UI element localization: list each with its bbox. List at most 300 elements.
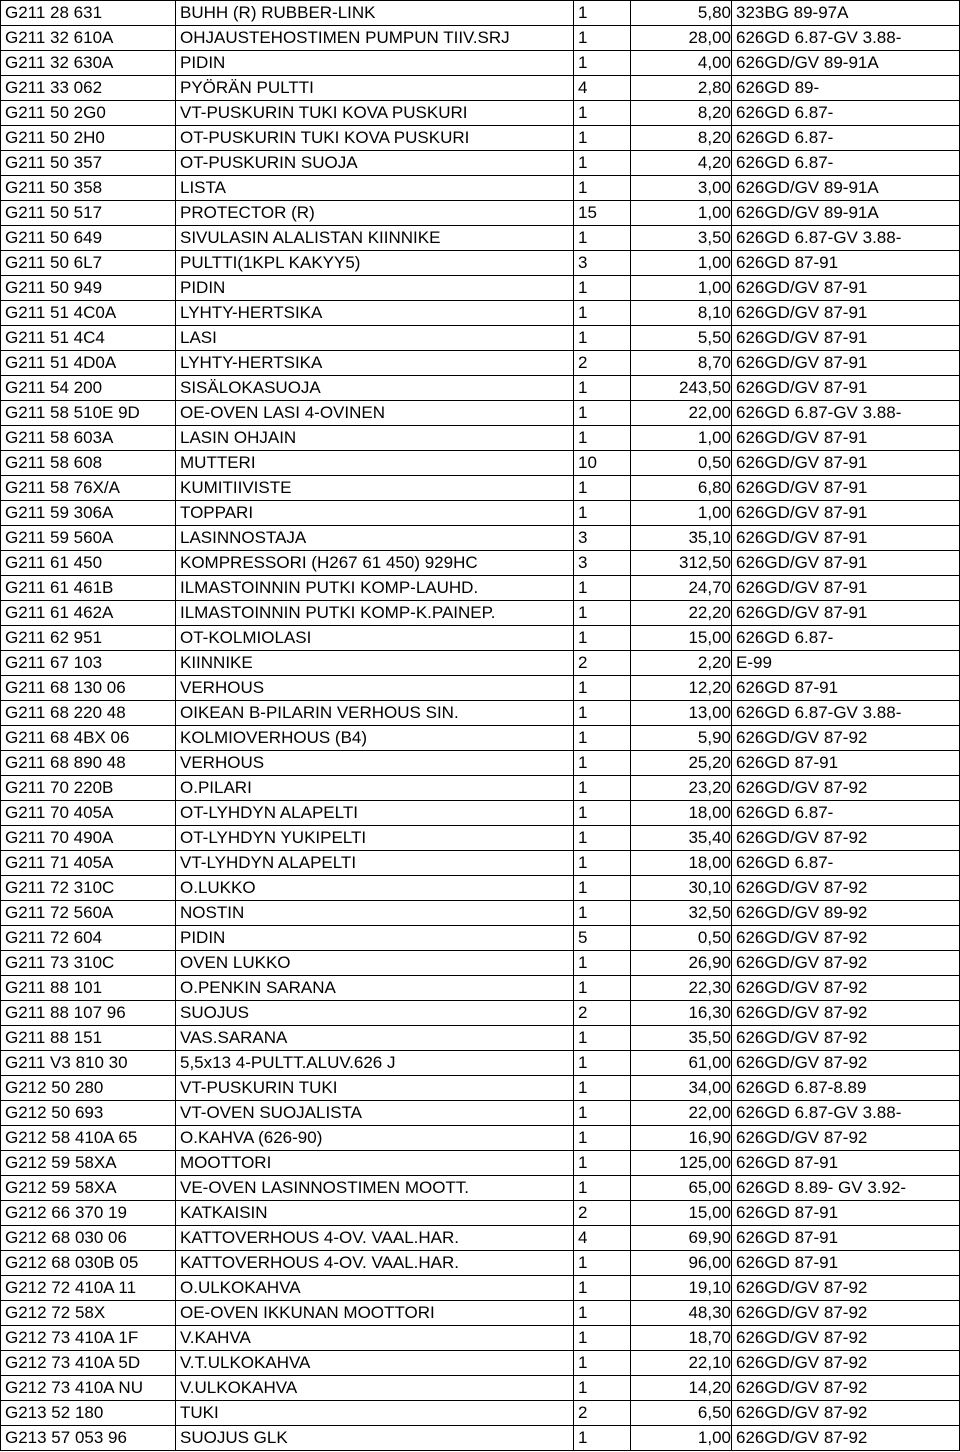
price-cell: 6,80 xyxy=(631,476,732,501)
table-row xyxy=(1,51,960,76)
description-cell: V.T.ULKOKAHVA xyxy=(176,1351,574,1376)
table-row xyxy=(1,226,960,251)
part-number-cell: G211 88 151 xyxy=(1,1026,176,1051)
description-cell: LASINNOSTAJA xyxy=(176,526,574,551)
table-row xyxy=(1,1376,960,1401)
part-number-cell: G212 73 410A NU xyxy=(1,1376,176,1401)
model-cell: 626GD 6.87- xyxy=(732,151,960,176)
price-cell: 16,90 xyxy=(631,1126,732,1151)
description-cell: KUMITIIVISTE xyxy=(176,476,574,501)
table-row xyxy=(1,801,960,826)
part-number-cell: G212 73 410A 5D xyxy=(1,1351,176,1376)
model-cell: 626GD 8.89- GV 3.92- xyxy=(732,1176,960,1201)
part-number-cell: G211 88 107 96 xyxy=(1,1001,176,1026)
model-cell: 626GD/GV 87-92 xyxy=(732,1051,960,1076)
part-number-cell: G211 50 357 xyxy=(1,151,176,176)
part-number-cell: G212 59 58XA xyxy=(1,1176,176,1201)
model-cell: 626GD/GV 87-92 xyxy=(732,1401,960,1426)
table-row xyxy=(1,1076,960,1101)
price-cell: 243,50 xyxy=(631,376,732,401)
price-cell: 0,50 xyxy=(631,926,732,951)
description-cell: KATKAISIN xyxy=(176,1201,574,1226)
price-cell: 2,80 xyxy=(631,76,732,101)
price-cell: 35,50 xyxy=(631,1026,732,1051)
model-cell: 626GD/GV 87-92 xyxy=(732,1351,960,1376)
part-number-cell: G211 51 4D0A xyxy=(1,351,176,376)
part-number-cell: G211 72 560A xyxy=(1,901,176,926)
model-cell: 626GD/GV 87-91 xyxy=(732,526,960,551)
description-cell: PIDIN xyxy=(176,926,574,951)
model-cell: 626GD/GV 87-91 xyxy=(732,426,960,451)
quantity-cell: 1 xyxy=(574,951,631,976)
price-cell: 19,10 xyxy=(631,1276,732,1301)
quantity-cell: 1 xyxy=(574,726,631,751)
quantity-cell: 1 xyxy=(574,401,631,426)
part-number-cell: G211 61 461B xyxy=(1,576,176,601)
quantity-cell: 1 xyxy=(574,801,631,826)
quantity-cell: 1 xyxy=(574,26,631,51)
price-cell: 16,30 xyxy=(631,1001,732,1026)
table-row xyxy=(1,1326,960,1351)
table-row xyxy=(1,1226,960,1251)
quantity-cell: 1 xyxy=(574,851,631,876)
table-row xyxy=(1,276,960,301)
table-row xyxy=(1,1001,960,1026)
description-cell: OT-LYHDYN YUKIPELTI xyxy=(176,826,574,851)
quantity-cell: 1 xyxy=(574,226,631,251)
model-cell: E-99 xyxy=(732,651,960,676)
description-cell: OE-OVEN IKKUNAN MOOTTORI xyxy=(176,1301,574,1326)
price-cell: 25,20 xyxy=(631,751,732,776)
part-number-cell: G212 73 410A 1F xyxy=(1,1326,176,1351)
quantity-cell: 3 xyxy=(574,251,631,276)
table-row xyxy=(1,976,960,1001)
table-row xyxy=(1,951,960,976)
quantity-cell: 10 xyxy=(574,451,631,476)
description-cell: VE-OVEN LASINNOSTIMEN MOOTT. xyxy=(176,1176,574,1201)
model-cell: 626GD 6.87- xyxy=(732,851,960,876)
model-cell: 626GD/GV 89-91A xyxy=(732,51,960,76)
model-cell: 626GD 6.87- xyxy=(732,626,960,651)
part-number-cell: G211 50 649 xyxy=(1,226,176,251)
part-number-cell: G211 50 2H0 xyxy=(1,126,176,151)
part-number-cell: G211 50 517 xyxy=(1,201,176,226)
description-cell: V.ULKOKAHVA xyxy=(176,1376,574,1401)
model-cell: 626GD/GV 87-91 xyxy=(732,376,960,401)
quantity-cell: 15 xyxy=(574,201,631,226)
price-cell: 22,20 xyxy=(631,601,732,626)
description-cell: OHJAUSTEHOSTIMEN PUMPUN TIIV.SRJ xyxy=(176,26,574,51)
description-cell: O.ULKOKAHVA xyxy=(176,1276,574,1301)
table-row xyxy=(1,326,960,351)
description-cell: KATTOVERHOUS 4-OV. VAAL.HAR. xyxy=(176,1226,574,1251)
table-row xyxy=(1,151,960,176)
description-cell: V.KAHVA xyxy=(176,1326,574,1351)
description-cell: MOOTTORI xyxy=(176,1151,574,1176)
quantity-cell: 1 xyxy=(574,826,631,851)
table-row xyxy=(1,876,960,901)
table-row xyxy=(1,651,960,676)
quantity-cell: 1 xyxy=(574,1051,631,1076)
model-cell: 626GD/GV 87-91 xyxy=(732,326,960,351)
description-cell: BUHH (R) RUBBER-LINK xyxy=(176,1,574,26)
price-cell: 18,70 xyxy=(631,1326,732,1351)
model-cell: 626GD 87-91 xyxy=(732,251,960,276)
model-cell: 626GD/GV 87-92 xyxy=(732,1001,960,1026)
description-cell: LISTA xyxy=(176,176,574,201)
model-cell: 626GD/GV 87-92 xyxy=(732,776,960,801)
description-cell: PYÖRÄN PULTTI xyxy=(176,76,574,101)
description-cell: LASI xyxy=(176,326,574,351)
price-cell: 35,10 xyxy=(631,526,732,551)
model-cell: 626GD/GV 87-92 xyxy=(732,876,960,901)
model-cell: 626GD/GV 87-91 xyxy=(732,551,960,576)
model-cell: 626GD 6.87- xyxy=(732,126,960,151)
table-row xyxy=(1,676,960,701)
table-row xyxy=(1,751,960,776)
table-row xyxy=(1,1026,960,1051)
description-cell: PIDIN xyxy=(176,276,574,301)
price-cell: 13,00 xyxy=(631,701,732,726)
model-cell: 626GD/GV 87-92 xyxy=(732,976,960,1001)
description-cell: OT-PUSKURIN TUKI KOVA PUSKURI xyxy=(176,126,574,151)
quantity-cell: 1 xyxy=(574,776,631,801)
model-cell: 626GD/GV 87-91 xyxy=(732,576,960,601)
table-row xyxy=(1,301,960,326)
table-row xyxy=(1,1301,960,1326)
part-number-cell: G211 67 103 xyxy=(1,651,176,676)
table-row xyxy=(1,901,960,926)
model-cell: 626GD/GV 87-92 xyxy=(732,1026,960,1051)
description-cell: TOPPARI xyxy=(176,501,574,526)
description-cell: ILMASTOINNIN PUTKI KOMP-LAUHD. xyxy=(176,576,574,601)
price-cell: 4,20 xyxy=(631,151,732,176)
model-cell: 626GD/GV 89-91A xyxy=(732,176,960,201)
quantity-cell: 2 xyxy=(574,1001,631,1026)
price-cell: 18,00 xyxy=(631,851,732,876)
price-cell: 5,90 xyxy=(631,726,732,751)
table-row xyxy=(1,26,960,51)
table-row xyxy=(1,401,960,426)
table-row xyxy=(1,526,960,551)
description-cell: VT-LYHDYN ALAPELTI xyxy=(176,851,574,876)
quantity-cell: 2 xyxy=(574,351,631,376)
quantity-cell: 1 xyxy=(574,1276,631,1301)
part-number-cell: G211 59 306A xyxy=(1,501,176,526)
table-row xyxy=(1,576,960,601)
description-cell: PULTTI(1KPL KAKYY5) xyxy=(176,251,574,276)
description-cell: OIKEAN B-PILARIN VERHOUS SIN. xyxy=(176,701,574,726)
part-number-cell: G211 72 604 xyxy=(1,926,176,951)
model-cell: 626GD/GV 87-91 xyxy=(732,601,960,626)
quantity-cell: 1 xyxy=(574,1126,631,1151)
model-cell: 626GD 87-91 xyxy=(732,1201,960,1226)
part-number-cell: G212 68 030B 05 xyxy=(1,1251,176,1276)
price-cell: 26,90 xyxy=(631,951,732,976)
price-cell: 22,00 xyxy=(631,401,732,426)
quantity-cell: 1 xyxy=(574,1351,631,1376)
model-cell: 626GD 6.87-GV 3.88- xyxy=(732,26,960,51)
model-cell: 626GD/GV 89-91A xyxy=(732,201,960,226)
model-cell: 626GD/GV 87-92 xyxy=(732,1326,960,1351)
model-cell: 626GD/GV 87-91 xyxy=(732,476,960,501)
table-row xyxy=(1,251,960,276)
quantity-cell: 1 xyxy=(574,1076,631,1101)
part-number-cell: G212 50 280 xyxy=(1,1076,176,1101)
part-number-cell: G211 71 405A xyxy=(1,851,176,876)
model-cell: 626GD 6.87-GV 3.88- xyxy=(732,701,960,726)
quantity-cell: 1 xyxy=(574,601,631,626)
description-cell: NOSTIN xyxy=(176,901,574,926)
part-number-cell: G211 51 4C4 xyxy=(1,326,176,351)
model-cell: 626GD/GV 87-92 xyxy=(732,951,960,976)
price-cell: 30,10 xyxy=(631,876,732,901)
part-number-cell: G211 58 603A xyxy=(1,426,176,451)
table-row xyxy=(1,826,960,851)
table-row xyxy=(1,601,960,626)
model-cell: 626GD/GV 87-92 xyxy=(732,726,960,751)
table-row xyxy=(1,426,960,451)
price-cell: 65,00 xyxy=(631,1176,732,1201)
model-cell: 626GD 87-91 xyxy=(732,676,960,701)
part-number-cell: G211 68 130 06 xyxy=(1,676,176,701)
table-row xyxy=(1,1126,960,1151)
quantity-cell: 1 xyxy=(574,176,631,201)
quantity-cell: 1 xyxy=(574,1426,631,1451)
description-cell: OVEN LUKKO xyxy=(176,951,574,976)
table-row xyxy=(1,1401,960,1426)
table-row xyxy=(1,1,960,26)
price-cell: 1,00 xyxy=(631,1426,732,1451)
model-cell: 626GD 6.87-GV 3.88- xyxy=(732,1101,960,1126)
price-cell: 12,20 xyxy=(631,676,732,701)
table-row xyxy=(1,476,960,501)
description-cell: KATTOVERHOUS 4-OV. VAAL.HAR. xyxy=(176,1251,574,1276)
table-row xyxy=(1,1351,960,1376)
description-cell: KOLMIOVERHOUS (B4) xyxy=(176,726,574,751)
table-row xyxy=(1,1051,960,1076)
table-row xyxy=(1,1426,960,1451)
price-cell: 96,00 xyxy=(631,1251,732,1276)
part-number-cell: G211 28 631 xyxy=(1,1,176,26)
quantity-cell: 5 xyxy=(574,926,631,951)
quantity-cell: 2 xyxy=(574,651,631,676)
quantity-cell: 1 xyxy=(574,901,631,926)
price-cell: 8,20 xyxy=(631,101,732,126)
table-row xyxy=(1,1101,960,1126)
price-cell: 22,00 xyxy=(631,1101,732,1126)
table-row xyxy=(1,1276,960,1301)
price-cell: 15,00 xyxy=(631,626,732,651)
table-row xyxy=(1,176,960,201)
price-cell: 4,00 xyxy=(631,51,732,76)
part-number-cell: G212 72 410A 11 xyxy=(1,1276,176,1301)
description-cell: O.PENKIN SARANA xyxy=(176,976,574,1001)
model-cell: 626GD/GV 87-91 xyxy=(732,301,960,326)
part-number-cell: G211 32 610A xyxy=(1,26,176,51)
price-cell: 3,00 xyxy=(631,176,732,201)
part-number-cell: G212 68 030 06 xyxy=(1,1226,176,1251)
price-cell: 23,20 xyxy=(631,776,732,801)
price-cell: 24,70 xyxy=(631,576,732,601)
table-row xyxy=(1,76,960,101)
part-number-cell: G211 50 2G0 xyxy=(1,101,176,126)
price-cell: 8,10 xyxy=(631,301,732,326)
price-cell: 35,40 xyxy=(631,826,732,851)
price-cell: 1,00 xyxy=(631,201,732,226)
price-cell: 34,00 xyxy=(631,1076,732,1101)
model-cell: 626GD 6.87- xyxy=(732,801,960,826)
price-cell: 32,50 xyxy=(631,901,732,926)
model-cell: 626GD/GV 87-91 xyxy=(732,276,960,301)
quantity-cell: 1 xyxy=(574,51,631,76)
part-number-cell: G211 50 6L7 xyxy=(1,251,176,276)
table-row xyxy=(1,126,960,151)
price-cell: 312,50 xyxy=(631,551,732,576)
model-cell: 626GD/GV 87-92 xyxy=(732,1126,960,1151)
quantity-cell: 3 xyxy=(574,551,631,576)
quantity-cell: 1 xyxy=(574,626,631,651)
description-cell: OT-PUSKURIN SUOJA xyxy=(176,151,574,176)
table-row xyxy=(1,1151,960,1176)
quantity-cell: 1 xyxy=(574,1251,631,1276)
quantity-cell: 1 xyxy=(574,476,631,501)
model-cell: 626GD/GV 87-92 xyxy=(732,826,960,851)
model-cell: 626GD 6.87-8.89 xyxy=(732,1076,960,1101)
part-number-cell: G213 57 053 96 xyxy=(1,1426,176,1451)
model-cell: 626GD/GV 87-92 xyxy=(732,926,960,951)
part-number-cell: G211 68 220 48 xyxy=(1,701,176,726)
description-cell: KOMPRESSORI (H267 61 450) 929HC xyxy=(176,551,574,576)
model-cell: 626GD 6.87-GV 3.88- xyxy=(732,401,960,426)
part-number-cell: G211 70 220B xyxy=(1,776,176,801)
table-row xyxy=(1,701,960,726)
price-cell: 2,20 xyxy=(631,651,732,676)
price-cell: 69,90 xyxy=(631,1226,732,1251)
price-cell: 0,50 xyxy=(631,451,732,476)
part-number-cell: G211 59 560A xyxy=(1,526,176,551)
price-cell: 18,00 xyxy=(631,801,732,826)
quantity-cell: 1 xyxy=(574,1301,631,1326)
quantity-cell: 1 xyxy=(574,1026,631,1051)
model-cell: 626GD/GV 89-92 xyxy=(732,901,960,926)
table-row xyxy=(1,376,960,401)
description-cell: VT-OVEN SUOJALISTA xyxy=(176,1101,574,1126)
description-cell: O.KAHVA (626-90) xyxy=(176,1126,574,1151)
model-cell: 323BG 89-97A xyxy=(732,1,960,26)
description-cell: 5,5x13 4-PULTT.ALUV.626 J xyxy=(176,1051,574,1076)
table-row xyxy=(1,626,960,651)
model-cell: 626GD 6.87-GV 3.88- xyxy=(732,226,960,251)
quantity-cell: 1 xyxy=(574,1151,631,1176)
part-number-cell: G212 59 58XA xyxy=(1,1151,176,1176)
table-row xyxy=(1,551,960,576)
description-cell: PIDIN xyxy=(176,51,574,76)
model-cell: 626GD/GV 87-91 xyxy=(732,451,960,476)
description-cell: VERHOUS xyxy=(176,751,574,776)
table-row xyxy=(1,451,960,476)
description-cell: TUKI xyxy=(176,1401,574,1426)
price-cell: 1,00 xyxy=(631,501,732,526)
description-cell: KIINNIKE xyxy=(176,651,574,676)
quantity-cell: 1 xyxy=(574,101,631,126)
model-cell: 626GD/GV 87-92 xyxy=(732,1301,960,1326)
description-cell: VERHOUS xyxy=(176,676,574,701)
part-number-cell: G211 50 358 xyxy=(1,176,176,201)
table-row xyxy=(1,201,960,226)
price-cell: 14,20 xyxy=(631,1376,732,1401)
table-row xyxy=(1,1251,960,1276)
quantity-cell: 1 xyxy=(574,976,631,1001)
quantity-cell: 1 xyxy=(574,751,631,776)
table-row xyxy=(1,501,960,526)
part-number-cell: G211 58 510E 9D xyxy=(1,401,176,426)
description-cell: VT-PUSKURIN TUKI xyxy=(176,1076,574,1101)
quantity-cell: 2 xyxy=(574,1201,631,1226)
part-number-cell: G211 61 462A xyxy=(1,601,176,626)
description-cell: LYHTY-HERTSIKA xyxy=(176,301,574,326)
part-number-cell: G211 58 608 xyxy=(1,451,176,476)
part-number-cell: G213 52 180 xyxy=(1,1401,176,1426)
description-cell: SIVULASIN ALALISTAN KIINNIKE xyxy=(176,226,574,251)
part-number-cell: G211 51 4C0A xyxy=(1,301,176,326)
quantity-cell: 1 xyxy=(574,426,631,451)
quantity-cell: 1 xyxy=(574,1376,631,1401)
table-row xyxy=(1,926,960,951)
quantity-cell: 1 xyxy=(574,301,631,326)
table-row xyxy=(1,851,960,876)
quantity-cell: 2 xyxy=(574,1401,631,1426)
part-number-cell: G211 54 200 xyxy=(1,376,176,401)
description-cell: MUTTERI xyxy=(176,451,574,476)
table-row xyxy=(1,101,960,126)
quantity-cell: 1 xyxy=(574,701,631,726)
price-cell: 125,00 xyxy=(631,1151,732,1176)
price-cell: 22,10 xyxy=(631,1351,732,1376)
price-cell: 5,50 xyxy=(631,326,732,351)
table-row xyxy=(1,1201,960,1226)
model-cell: 626GD 87-91 xyxy=(732,1151,960,1176)
description-cell: VAS.SARANA xyxy=(176,1026,574,1051)
part-number-cell: G212 50 693 xyxy=(1,1101,176,1126)
description-cell: SISÄLOKASUOJA xyxy=(176,376,574,401)
price-cell: 22,30 xyxy=(631,976,732,1001)
quantity-cell: 1 xyxy=(574,501,631,526)
model-cell: 626GD/GV 87-91 xyxy=(732,501,960,526)
price-cell: 1,00 xyxy=(631,276,732,301)
price-cell: 3,50 xyxy=(631,226,732,251)
price-cell: 28,00 xyxy=(631,26,732,51)
quantity-cell: 1 xyxy=(574,1101,631,1126)
quantity-cell: 3 xyxy=(574,526,631,551)
description-cell: OT-KOLMIOLASI xyxy=(176,626,574,651)
quantity-cell: 1 xyxy=(574,376,631,401)
price-cell: 15,00 xyxy=(631,1201,732,1226)
quantity-cell: 1 xyxy=(574,676,631,701)
description-cell: O.LUKKO xyxy=(176,876,574,901)
model-cell: 626GD/GV 87-92 xyxy=(732,1276,960,1301)
description-cell: SUOJUS xyxy=(176,1001,574,1026)
quantity-cell: 1 xyxy=(574,126,631,151)
description-cell: PROTECTOR (R) xyxy=(176,201,574,226)
part-number-cell: G211 72 310C xyxy=(1,876,176,901)
quantity-cell: 1 xyxy=(574,1326,631,1351)
price-cell: 6,50 xyxy=(631,1401,732,1426)
part-number-cell: G211 33 062 xyxy=(1,76,176,101)
table-row xyxy=(1,1176,960,1201)
model-cell: 626GD 87-91 xyxy=(732,1226,960,1251)
description-cell: SUOJUS GLK xyxy=(176,1426,574,1451)
